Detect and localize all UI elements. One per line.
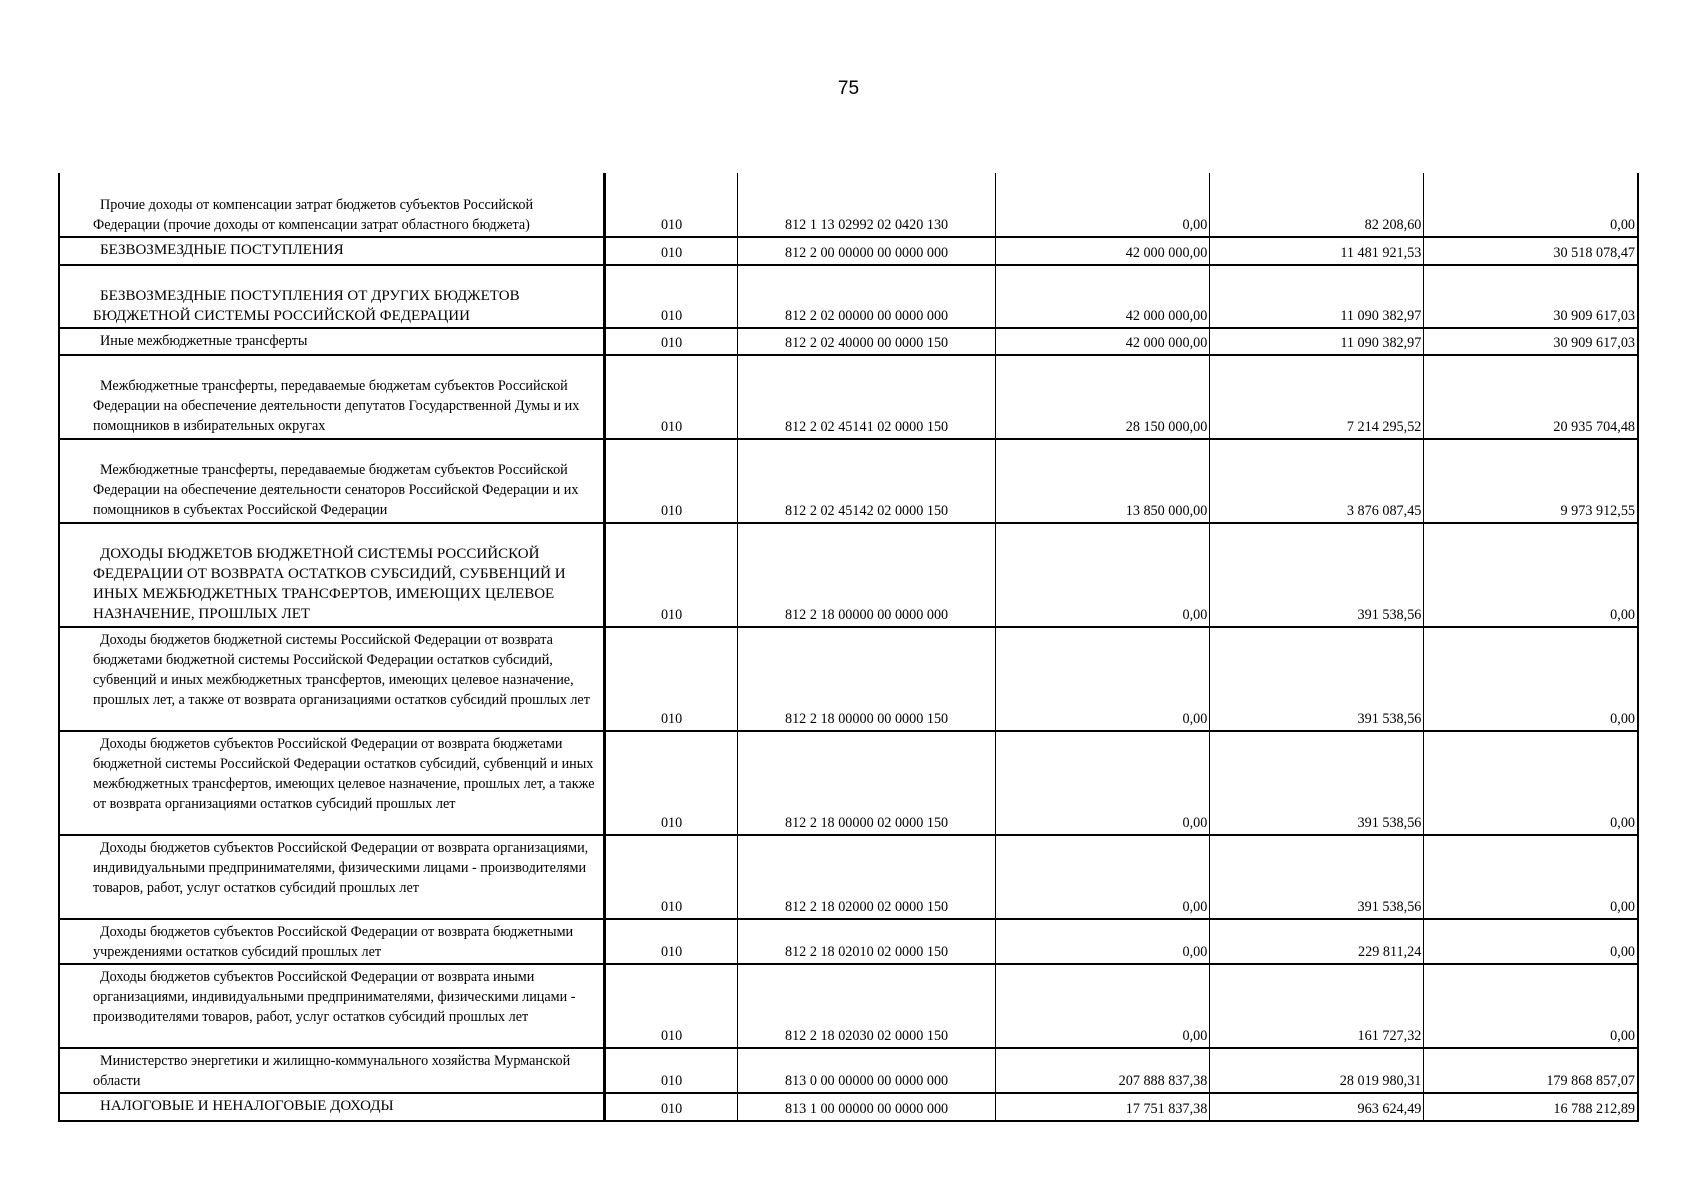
row-kbk: 812 2 18 00000 00 0000 000 xyxy=(737,523,995,627)
table-row xyxy=(59,835,1638,919)
row-fact: 963 624,49 xyxy=(1210,1093,1424,1121)
row-name: Межбюджетные трансферты, передаваемые бюджетам субъектов Российской Федерации на обеспечение деятельности сенаторов Российской Федерации и их помощников в субъектах Российской Федерации xyxy=(59,439,605,523)
row-plan: 28 150 000,00 xyxy=(996,355,1210,439)
row-rest: 179 868 857,07 xyxy=(1424,1048,1638,1093)
row-plan: 207 888 837,38 xyxy=(996,1048,1210,1093)
row-kbk: 812 2 18 00000 02 0000 150 xyxy=(737,731,995,835)
row-fact: 28 019 980,31 xyxy=(1210,1048,1424,1093)
row-code: 010 xyxy=(605,731,738,835)
table-row xyxy=(59,731,1638,835)
row-rest: 0,00 xyxy=(1424,627,1638,731)
row-kbk: 813 0 00 00000 00 0000 000 xyxy=(737,1048,995,1093)
row-kbk: 812 2 18 00000 00 0000 150 xyxy=(737,627,995,731)
row-name: Межбюджетные трансферты, передаваемые бюджетам субъектов Российской Федерации на обеспечение деятельности депутатов Государственной Думы и их помощников в избирательных округах xyxy=(59,355,605,439)
row-code: 010 xyxy=(605,355,738,439)
row-fact: 391 538,56 xyxy=(1210,523,1424,627)
row-kbk: 812 2 02 45142 02 0000 150 xyxy=(737,439,995,523)
row-code: 010 xyxy=(605,173,738,237)
row-rest: 30 909 617,03 xyxy=(1424,265,1638,328)
row-rest: 0,00 xyxy=(1424,523,1638,627)
row-plan: 42 000 000,00 xyxy=(996,265,1210,328)
row-name: Доходы бюджетов субъектов Российской Федерации от возврата иными организациями, индивидуальными предпринимателями, физическими лицами - производителями товаров, работ, услуг остатков субсидий прошлых лет xyxy=(59,964,605,1048)
table-row xyxy=(59,964,1638,1048)
row-fact: 391 538,56 xyxy=(1210,835,1424,919)
row-code: 010 xyxy=(605,627,738,731)
row-plan: 0,00 xyxy=(996,964,1210,1048)
row-name: НАЛОГОВЫЕ И НЕНАЛОГОВЫЕ ДОХОДЫ xyxy=(59,1093,605,1121)
row-kbk: 812 1 13 02992 02 0420 130 xyxy=(737,173,995,237)
row-code: 010 xyxy=(605,835,738,919)
row-kbk: 812 2 18 02000 02 0000 150 xyxy=(737,835,995,919)
row-kbk: 812 2 02 00000 00 0000 000 xyxy=(737,265,995,328)
row-plan: 0,00 xyxy=(996,919,1210,964)
row-rest: 0,00 xyxy=(1424,173,1638,237)
row-plan: 0,00 xyxy=(996,731,1210,835)
row-name: Доходы бюджетов субъектов Российской Федерации от возврата организациями, индивидуальными предпринимателями, физическими лицами - производителями товаров, работ, услуг остатков субсидий прошлых лет xyxy=(59,835,605,919)
row-fact: 7 214 295,52 xyxy=(1210,355,1424,439)
row-code: 010 xyxy=(605,1093,738,1121)
page-number: 75 xyxy=(837,78,860,99)
row-code: 010 xyxy=(605,237,738,265)
table-row xyxy=(59,523,1638,627)
row-kbk: 812 2 02 45141 02 0000 150 xyxy=(737,355,995,439)
row-code: 010 xyxy=(605,265,738,328)
row-kbk: 813 1 00 00000 00 0000 000 xyxy=(737,1093,995,1121)
row-fact: 11 481 921,53 xyxy=(1210,237,1424,265)
table-row xyxy=(59,265,1638,328)
row-fact: 11 090 382,97 xyxy=(1210,265,1424,328)
table-row xyxy=(59,237,1638,265)
row-name: Министерство энергетики и жилищно-коммунального хозяйства Мурманской области xyxy=(59,1048,605,1093)
table-row xyxy=(59,328,1638,355)
row-code: 010 xyxy=(605,964,738,1048)
row-kbk: 812 2 00 00000 00 0000 000 xyxy=(737,237,995,265)
row-fact: 391 538,56 xyxy=(1210,731,1424,835)
table-row xyxy=(59,439,1638,523)
revenue-table xyxy=(58,173,1639,1122)
row-rest: 30 518 078,47 xyxy=(1424,237,1638,265)
row-name: Доходы бюджетов субъектов Российской Федерации от возврата бюджетными учреждениями остатков субсидий прошлых лет xyxy=(59,919,605,964)
row-name: БЕЗВОЗМЕЗДНЫЕ ПОСТУПЛЕНИЯ ОТ ДРУГИХ БЮДЖЕТОВ БЮДЖЕТНОЙ СИСТЕМЫ РОССИЙСКОЙ ФЕДЕРАЦИИ xyxy=(59,265,605,328)
row-kbk: 812 2 18 02030 02 0000 150 xyxy=(737,964,995,1048)
table-row xyxy=(59,1048,1638,1093)
row-kbk: 812 2 02 40000 00 0000 150 xyxy=(737,328,995,355)
row-code: 010 xyxy=(605,439,738,523)
row-name: БЕЗВОЗМЕЗДНЫЕ ПОСТУПЛЕНИЯ xyxy=(59,237,605,265)
row-fact: 161 727,32 xyxy=(1210,964,1424,1048)
row-rest: 0,00 xyxy=(1424,835,1638,919)
row-code: 010 xyxy=(605,919,738,964)
row-rest: 9 973 912,55 xyxy=(1424,439,1638,523)
row-plan: 0,00 xyxy=(996,627,1210,731)
row-rest: 30 909 617,03 xyxy=(1424,328,1638,355)
row-plan: 42 000 000,00 xyxy=(996,237,1210,265)
row-fact: 82 208,60 xyxy=(1210,173,1424,237)
row-rest: 0,00 xyxy=(1424,731,1638,835)
row-name: Доходы бюджетов бюджетной системы Российской Федерации от возврата бюджетами бюджетной системы Российской Федерации остатков субсидий, субвенций и иных межбюджетных трансфертов, имеющих целевое назначение, прошлых лет, а также от возврата организациями остатков субсидий прошлых лет xyxy=(59,627,605,731)
table-row xyxy=(59,1093,1638,1121)
table-row xyxy=(59,173,1638,237)
row-name: Прочие доходы от компенсации затрат бюджетов субъектов Российской Федерации (прочие доходы от компенсации затрат областного бюджета) xyxy=(59,173,605,237)
row-name: ДОХОДЫ БЮДЖЕТОВ БЮДЖЕТНОЙ СИСТЕМЫ РОССИЙСКОЙ ФЕДЕРАЦИИ ОТ ВОЗВРАТА ОСТАТКОВ СУБСИДИЙ, СУБВЕНЦИЙ И ИНЫХ МЕЖБЮДЖЕТНЫХ ТРАНСФЕРТОВ, ИМЕЮЩИХ ЦЕЛЕВОЕ НАЗНАЧЕНИЕ, ПРОШЛЫХ ЛЕТ xyxy=(59,523,605,627)
row-fact: 11 090 382,97 xyxy=(1210,328,1424,355)
row-plan: 17 751 837,38 xyxy=(996,1093,1210,1121)
row-plan: 0,00 xyxy=(996,523,1210,627)
row-kbk: 812 2 18 02010 02 0000 150 xyxy=(737,919,995,964)
row-plan: 42 000 000,00 xyxy=(996,328,1210,355)
row-rest: 0,00 xyxy=(1424,919,1638,964)
row-fact: 3 876 087,45 xyxy=(1210,439,1424,523)
row-rest: 0,00 xyxy=(1424,964,1638,1048)
row-fact: 229 811,24 xyxy=(1210,919,1424,964)
row-plan: 0,00 xyxy=(996,835,1210,919)
table-row xyxy=(59,627,1638,731)
table-row xyxy=(59,919,1638,964)
row-code: 010 xyxy=(605,328,738,355)
row-name: Иные межбюджетные трансферты xyxy=(59,328,605,355)
row-rest: 20 935 704,48 xyxy=(1424,355,1638,439)
table-row xyxy=(59,355,1638,439)
row-rest: 16 788 212,89 xyxy=(1424,1093,1638,1121)
row-name: Доходы бюджетов субъектов Российской Федерации от возврата бюджетами бюджетной системы Российской Федерации остатков субсидий, субвенций и иных межбюджетных трансфертов, имеющих целевое назначение, прошлых лет, а также от возврата организациями остатков субсидий прошлых лет xyxy=(59,731,605,835)
row-code: 010 xyxy=(605,523,738,627)
row-plan: 13 850 000,00 xyxy=(996,439,1210,523)
row-code: 010 xyxy=(605,1048,738,1093)
row-fact: 391 538,56 xyxy=(1210,627,1424,731)
row-plan: 0,00 xyxy=(996,173,1210,237)
